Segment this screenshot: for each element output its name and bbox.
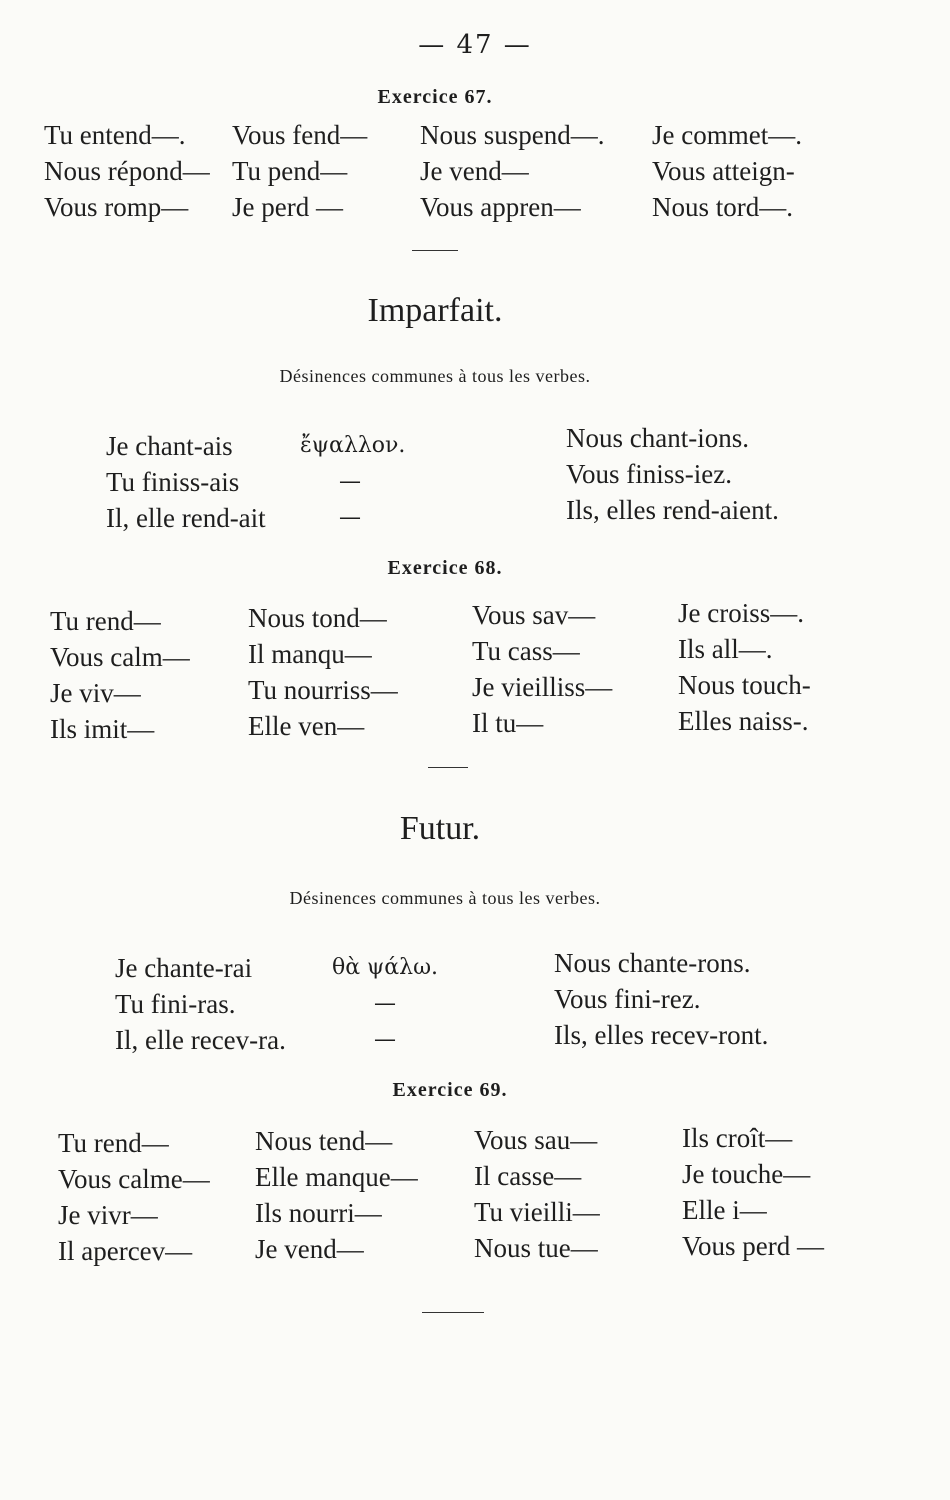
section-divider [428,767,468,768]
exercise-item: Tu cass— [472,636,580,666]
exercise-69-column-1 [58,1125,210,1269]
exercise-item: Il tu— [472,708,544,738]
exercise-item: Ils imit— [50,714,155,744]
exercise-item: Elle i— [682,1195,767,1225]
exercise-item: Ils nourri— [255,1198,382,1228]
futur-singular-column [115,950,286,1058]
exercise-item: Nous répond— [44,156,210,186]
exercise-item: Elles naiss-. [678,706,809,736]
exercise-item: Vous sav— [472,600,596,630]
exercise-69-column-4 [682,1120,824,1264]
imparfait-singular-column [106,428,266,536]
exercise-item: Vous calm— [50,642,190,672]
greek-dash: — [339,505,361,530]
exercise-item: Tu entend—. [44,120,186,150]
exercise-67-column-1 [44,117,210,225]
exercise-item: Elle manque— [255,1162,418,1192]
exercise-68-column-1 [50,603,190,747]
conjugation-form: Je chante-rai [115,953,253,983]
section-divider [412,250,458,251]
exercise-item: Vous fend— [232,120,368,150]
greek-dash: — [339,469,361,494]
exercise-item: Nous tend— [255,1126,393,1156]
exercise-item: Je vend— [255,1234,364,1264]
exercise-68-column-4 [678,595,811,739]
exercise-item: Tu vieilli— [474,1197,600,1227]
futur-subtitle: Désinences communes à tous les verbes. [289,888,601,908]
exercise-item: Nous suspend—. [420,120,605,150]
exercise-item: Je vieilliss— [472,672,613,702]
exercise-item: Je perd — [232,192,343,222]
exercise-item: Vous sau— [474,1125,598,1155]
exercise-item: Vous romp— [44,192,189,222]
exercise-item: Vous perd — [682,1231,825,1261]
exercise-item: Je vivr— [58,1200,158,1230]
exercise-item: Je commet—. [652,120,802,150]
greek-dash: — [374,991,396,1016]
futur-greek-column [330,950,440,1058]
exercise-item: Tu rend— [58,1128,169,1158]
exercise-item: Nous tue— [474,1233,598,1263]
exercise-item: Il apercev— [58,1236,193,1266]
exercise-item: Je vend— [420,156,529,186]
exercise-68-column-3 [472,597,612,741]
exercise-item: Nous touch- [678,670,811,700]
conjugation-form: Tu fini-ras. [115,989,236,1019]
conjugation-form: Il, elle rend-ait [106,503,266,533]
conjugation-form: Nous chante-rons. [554,948,751,978]
exercise-item: Elle ven— [248,711,365,741]
exercise-item: Il casse— [474,1161,582,1191]
exercise-item: Je croiss—. [678,598,804,628]
exercise-item: Vous appren— [420,192,581,222]
conjugation-form: Ils, elles rend-aient. [566,495,779,525]
greek-form: θὰ ψάλω. [331,955,439,980]
greek-form: ἔψαλλον. [300,433,406,458]
exercise-69-column-3 [474,1122,600,1266]
exercise-68-title: Exercice 68. [387,557,503,579]
imparfait-plural-column [566,420,779,528]
conjugation-form: Tu finiss-ais [106,467,240,497]
greek-dash: — [374,1027,396,1052]
exercise-item: Ils croît— [682,1123,793,1153]
exercise-item: Nous tond— [248,603,387,633]
exercise-item: Nous tord—. [652,192,793,222]
conjugation-form: Vous finiss-iez. [566,459,732,489]
exercise-69-title: Exercice 69. [392,1079,508,1101]
futur-plural-column [554,945,768,1053]
exercise-item: Tu nourriss— [248,675,398,705]
section-divider [422,1312,484,1313]
exercise-67-title: Exercice 67. [377,86,493,108]
imparfait-greek-column [300,428,406,536]
conjugation-form: Il, elle recev-ra. [115,1025,286,1055]
exercise-item: Ils all—. [678,634,773,664]
conjugation-form: Je chant-ais [106,431,233,461]
exercise-item: Vous calme— [58,1164,210,1194]
exercise-67-column-3 [420,117,605,225]
exercise-item: Je viv— [50,678,141,708]
futur-title: Futur. [399,810,481,847]
exercise-68-column-2 [248,600,398,744]
conjugation-form: Vous fini-rez. [554,984,701,1014]
exercise-69-column-2 [255,1123,418,1267]
conjugation-form: Nous chant-ions. [566,423,749,453]
exercise-item: Tu rend— [50,606,161,636]
exercise-67-column-2 [232,117,367,225]
page-number: — 47 — [418,30,532,60]
exercise-item: Je touche— [682,1159,811,1189]
imparfait-title: Imparfait. [367,292,503,329]
exercise-67-column-4 [652,117,802,225]
exercise-item: Tu pend— [232,156,348,186]
conjugation-form: Ils, elles recev-ront. [554,1020,769,1050]
exercise-item: Il manqu— [248,639,372,669]
imparfait-subtitle: Désinences communes à tous les verbes. [279,366,591,386]
exercise-item: Vous atteign- [652,156,795,186]
